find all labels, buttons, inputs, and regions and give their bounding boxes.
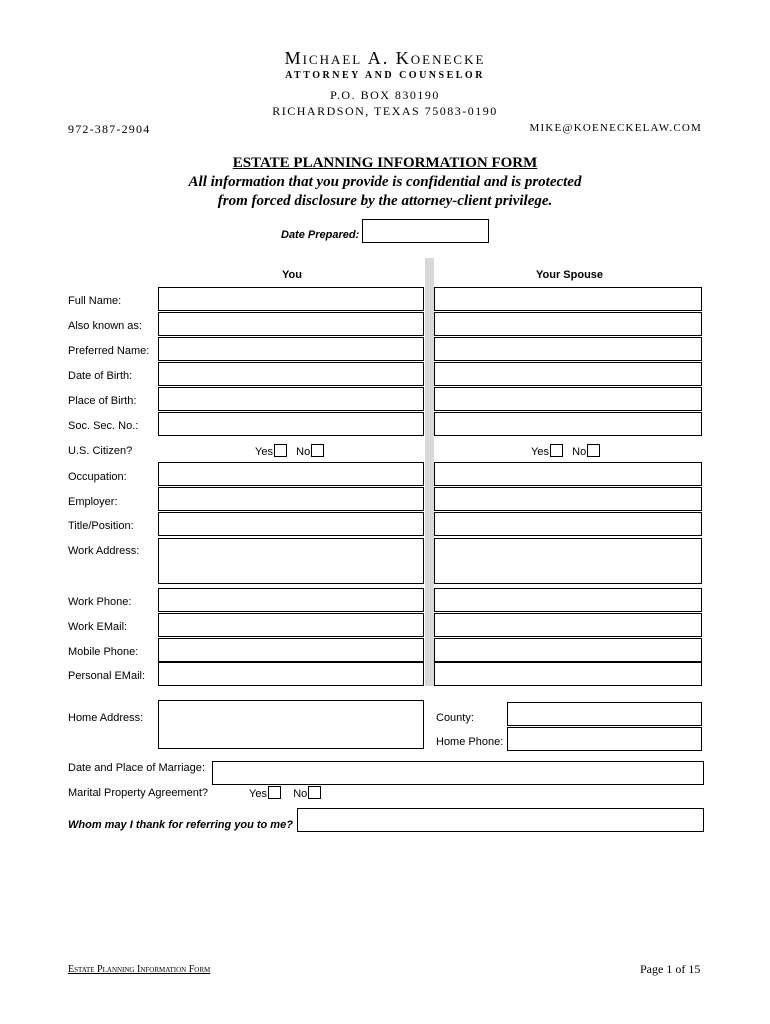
no-label: No [293,788,308,800]
you-citizen-options [255,444,324,458]
date-prepared-label: Date Prepared: [281,229,360,241]
spouse-dob-input[interactable] [434,362,702,386]
marriage-label: Date and Place of Marriage: [68,762,205,774]
aka-label: Also known as: [68,320,142,332]
confidentiality-note-line2: from forced disclosure by the attorney-client privilege. [217,193,553,209]
ssn-label: Soc. Sec. No.: [68,420,139,432]
you-aka-input[interactable] [158,312,424,336]
yes-label: Yes [255,446,273,458]
yes-label: Yes [531,446,549,458]
firm-phone: 972-387-2904 [68,122,151,136]
spouse-ssn-input[interactable] [434,412,702,436]
yes-label: Yes [249,788,267,800]
spouse-title-input[interactable] [434,512,702,536]
preferred-name-label: Preferred Name: [68,345,150,357]
home-phone-input[interactable] [507,727,702,751]
you-occupation-input[interactable] [158,462,424,486]
mpa-yes-checkbox[interactable] [268,786,281,799]
you-employer-input[interactable] [158,487,424,511]
pob-label: Place of Birth: [68,395,137,407]
mpa-label: Marital Property Agreement? [68,787,209,799]
work-email-label: Work EMail: [68,621,128,633]
po-box: P.O. BOX 830190 [330,88,440,102]
no-label: No [572,446,587,458]
home-address-label: Home Address: [68,712,144,724]
work-address-label: Work Address: [68,545,140,557]
marriage-input[interactable] [212,761,704,785]
you-preferred-name-input[interactable] [158,337,424,361]
firm-name: Michael A. Koenecke [284,48,486,68]
mpa-options [249,786,321,800]
you-ssn-input[interactable] [158,412,424,436]
you-mobile-input[interactable] [158,638,424,662]
spouse-occupation-input[interactable] [434,462,702,486]
spouse-employer-input[interactable] [434,487,702,511]
spouse-pob-input[interactable] [434,387,702,411]
home-phone-label: Home Phone: [436,736,504,748]
confidentiality-note-line1: All information that you provide is confidential and is protected [188,174,582,190]
spouse-citizen-options [531,444,600,458]
spouse-personal-email-input[interactable] [434,662,702,686]
you-full-name-input[interactable] [158,287,424,311]
work-phone-label: Work Phone: [68,596,132,608]
referral-input[interactable] [297,808,704,832]
date-prepared-input[interactable] [362,219,489,243]
footer-form-name: Estate Planning Information Form [68,964,211,975]
spouse-aka-input[interactable] [434,312,702,336]
you-work-address-input[interactable] [158,538,424,584]
column-you: You [282,269,302,281]
page-number: Page 1 of 15 [640,962,701,976]
you-dob-input[interactable] [158,362,424,386]
firm-subtitle: ATTORNEY AND COUNSELOR [285,70,485,81]
firm-email[interactable]: MIKE@KOENECKELAW.COM [529,122,702,134]
full-name-label: Full Name: [68,295,122,307]
spouse-citizen-no-checkbox[interactable] [587,444,600,457]
employer-label: Employer: [68,496,118,508]
you-work-phone-input[interactable] [158,588,424,612]
you-work-email-input[interactable] [158,613,424,637]
title-label: Title/Position: [68,520,134,532]
no-label: No [296,446,311,458]
mobile-label: Mobile Phone: [68,646,139,658]
spouse-mobile-input[interactable] [434,638,702,662]
spouse-preferred-name-input[interactable] [434,337,702,361]
city-address: RICHARDSON, TEXAS 75083-0190 [272,104,498,118]
you-pob-input[interactable] [158,387,424,411]
citizen-label: U.S. Citizen? [68,445,133,457]
county-label: County: [436,712,474,724]
you-title-input[interactable] [158,512,424,536]
referral-label: Whom may I thank for referring you to me? [68,819,293,831]
you-citizen-no-checkbox[interactable] [311,444,324,457]
home-address-input[interactable] [158,700,424,749]
spouse-work-email-input[interactable] [434,613,702,637]
spouse-work-phone-input[interactable] [434,588,702,612]
you-citizen-yes-checkbox[interactable] [274,444,287,457]
dob-label: Date of Birth: [68,370,133,382]
form-title: ESTATE PLANNING INFORMATION FORM [232,155,538,171]
occupation-label: Occupation: [68,471,127,483]
personal-email-label: Personal EMail: [68,670,146,682]
column-divider [425,258,434,686]
you-personal-email-input[interactable] [158,662,424,686]
spouse-work-address-input[interactable] [434,538,702,584]
spouse-citizen-yes-checkbox[interactable] [550,444,563,457]
county-input[interactable] [507,702,702,726]
mpa-no-checkbox[interactable] [308,786,321,799]
spouse-full-name-input[interactable] [434,287,702,311]
column-spouse: Your Spouse [536,269,604,281]
